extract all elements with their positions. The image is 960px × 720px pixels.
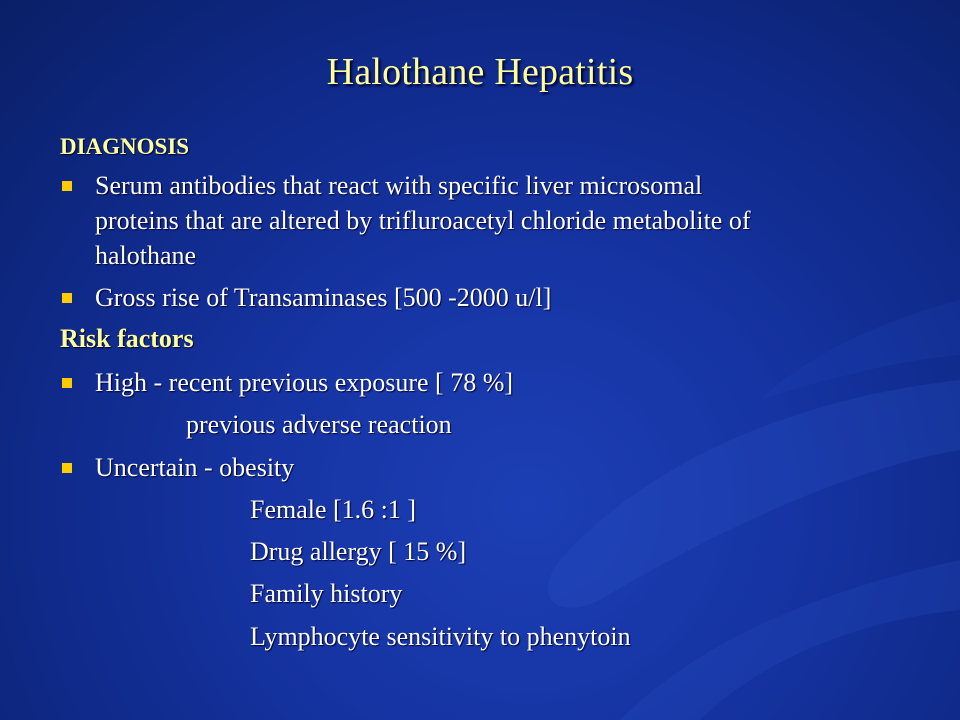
risk-item-high-continuation: previous adverse reaction: [186, 410, 452, 439]
diagnosis-heading: DIAGNOSIS: [60, 134, 190, 159]
diagnosis-item-serum-antibodies: [60, 168, 940, 273]
risk-uncertain-sub-item: Family history: [250, 579, 403, 608]
diagnosis-item-line: proteins that are altered by trifluroacetyl chloride metabolite of: [95, 206, 751, 235]
risk-item-uncertain: [60, 450, 940, 485]
square-bullet-icon: [62, 181, 72, 191]
risk-item-uncertain-text: Uncertain - obesity: [95, 453, 295, 482]
diagnosis-item-line: Gross rise of Transaminases [500 -2000 u/l]: [95, 283, 552, 312]
square-bullet-icon: [62, 463, 72, 473]
diagnosis-item-line: halothane: [95, 241, 197, 270]
risk-uncertain-sub-item: Lymphocyte sensitivity to phenytoin: [250, 622, 631, 651]
slide-title: Halothane Hepatitis: [326, 51, 634, 93]
square-bullet-icon: [62, 378, 72, 388]
square-bullet-icon: [62, 293, 72, 303]
diagnosis-item-transaminases: [60, 280, 940, 315]
risk-factors-heading: Risk factors: [60, 324, 194, 353]
risk-item-high-text: High - recent previous exposure [ 78 %]: [95, 368, 514, 397]
diagnosis-item-line: Serum antibodies that react with specific liver microsomal: [95, 171, 703, 200]
risk-uncertain-sub-item: Female [1.6 :1 ]: [250, 495, 417, 524]
risk-uncertain-sub-item: Drug allergy [ 15 %]: [250, 537, 467, 566]
risk-item-high: [60, 365, 940, 400]
